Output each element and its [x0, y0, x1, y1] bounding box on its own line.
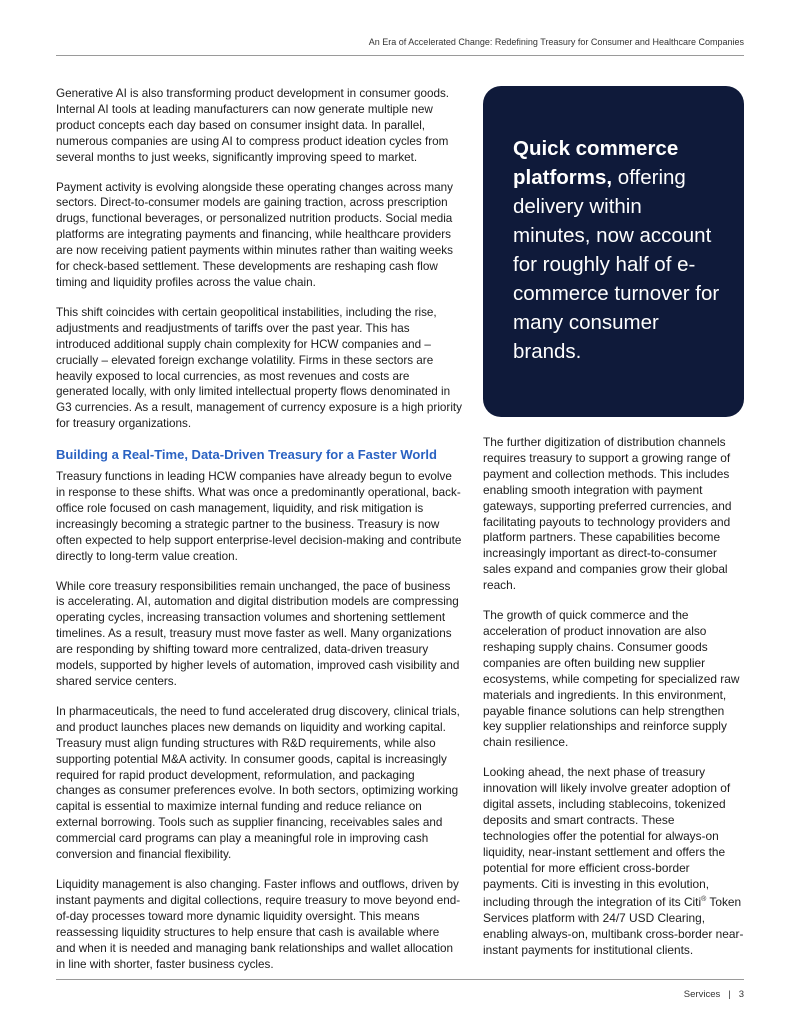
body-paragraph: Generative AI is also transforming product development in consumer goods. Internal AI tools at leading manufacturers can now generate multiple new product concepts each day based on consumer insight data. In parallel, numerous companies are using AI to compress product ideation cycles from several months to just weeks, significantly improving speed to market. [56, 87, 450, 164]
paragraph-end: Token Services platform with 24/7 USD Clearing, enabling always-on, multibank cross-border near-instant payments for institutional clients. [483, 895, 744, 958]
footer-divider [56, 979, 744, 980]
body-paragraph: Treasury functions in leading HCW companies have already begun to evolve in response to these shifts. What was once a predominantly operational, back-office role focused on cash management, liquidity, and risk mitigation is increasingly becoming a strategic partner to the business. Treasury is now often expected to help support enterprise-level decision-making and contribute directly to long-term value creation. [56, 470, 462, 563]
page-footer [684, 989, 744, 1000]
body-paragraph: Payment activity is evolving alongside these operating changes across many sectors. Direct-to-consumer models are gaining traction, across prescription drugs, functional beverages, or personalized nutrition products. Social media platforms are integrating payments and financing, while healthcare providers are now receiving patient payments within minutes rather than waiting weeks for check-based settlement. These developments are reshaping cash flow timing and liquidity profiles across the value chain. [56, 180, 453, 289]
body-paragraph: The further digitization of distribution channels requires treasury to support a growing range of payment and collection methods. This includes enabling smooth integration with payment gateways, supporting preferred currencies, and facilitating payouts to technology providers and platform partners. These capabilities become increasingly important as direct-to-consumer sales expand and companies grow their global reach. [483, 435, 732, 593]
footer-separator: | [728, 989, 731, 1000]
header-divider [56, 55, 744, 56]
body-paragraph [483, 765, 744, 959]
body-paragraph: While core treasury responsibilities remain unchanged, the pace of business is accelerating. AI, automation and digital distribution models are compressing operating cycles, increasing transaction volumes and shortening settlement timelines. As a result, treasury must move faster as well. Many organizations are responding by shifting toward more centralized, data-driven treasury models, supported by higher levels of automation, improved cash visibility and shared service centers. [56, 579, 460, 688]
footer-section: Services [683, 989, 721, 1000]
section-heading: Building a Real-Time, Data-Driven Treasury for a Faster World [56, 447, 437, 463]
callout-text: offering delivery within minutes, now account for roughly half of e-commerce turnover for many consumer brands. [513, 166, 720, 363]
page-number: 3 [738, 989, 744, 1000]
right-column [483, 435, 744, 973]
callout-quote [513, 134, 720, 366]
body-paragraph: In pharmaceuticals, the need to fund accelerated drug discovery, clinical trials, and product launches places new demands on liquidity and working capital. Treasury must align funding structures with R&D requirements, while also supporting potential M&A activity. In consumer goods, capital is increasingly required for rapid product development, reformulation, and packaging changes as consumer preferences evolve. In both sectors, optimizing working capital is essential to maximize internal funding and reduce reliance on external borrowing. Tools such as supplier financing, receivables sales and commercial card programs can play a meaningful role in improving cash conversion and financial flexibility. [56, 704, 460, 862]
body-paragraph: The growth of quick commerce and the acceleration of product innovation are also reshaping supply chains. Consumer goods companies are often building new supplier ecosystems, while competing for specialized raw materials and ingredients. In this environment, payable finance solutions can help strengthen key supplier relationships and reinforce supply chain resilience. [483, 608, 740, 750]
registered-mark: ® [701, 896, 707, 904]
running-header: An Era of Accelerated Change: Redefining Treasury for Consumer and Healthcare Companies [368, 37, 744, 47]
callout-box [483, 86, 744, 417]
body-paragraph: This shift coincides with certain geopolitical instabilities, including the rise, adjustments and readjustments of tariffs over the past year. This has introduced additional supply chain complexity for HCW companies and – crucially – elevated foreign exchange volatility. Firms in these sectors are heavily exposed to local currencies, as most revenues and costs are generated locally, with only limited intellectual property flows denominated in G3 currencies. As a result, management of currency exposure is a high priority for treasury organizations. [56, 305, 463, 431]
callout-bold: Quick commerce platforms, [513, 137, 679, 189]
body-paragraph: Liquidity management is also changing. Faster inflows and outflows, driven by instant payments and digital collections, require treasury to move beyond end-of-day processes toward more dynamic liquidity oversight. This means reassessing liquidity structures to help ensure that cash is available where and when it is needed and managing bank relationships and wallet allocation in line with shorter, faster business cycles. [56, 877, 461, 971]
paragraph-start: Looking ahead, the next phase of treasury innovation will likely involve greater adoption of digital assets, including stablecoins, tokenized deposits and smart contracts. These technologies offer the potential for always-on liquidity, near-instant settlement and offers the potential for more efficient cross-border payments. Citi is investing in this evolution, including through the integration of its Citi [483, 765, 731, 910]
left-column [56, 86, 462, 986]
